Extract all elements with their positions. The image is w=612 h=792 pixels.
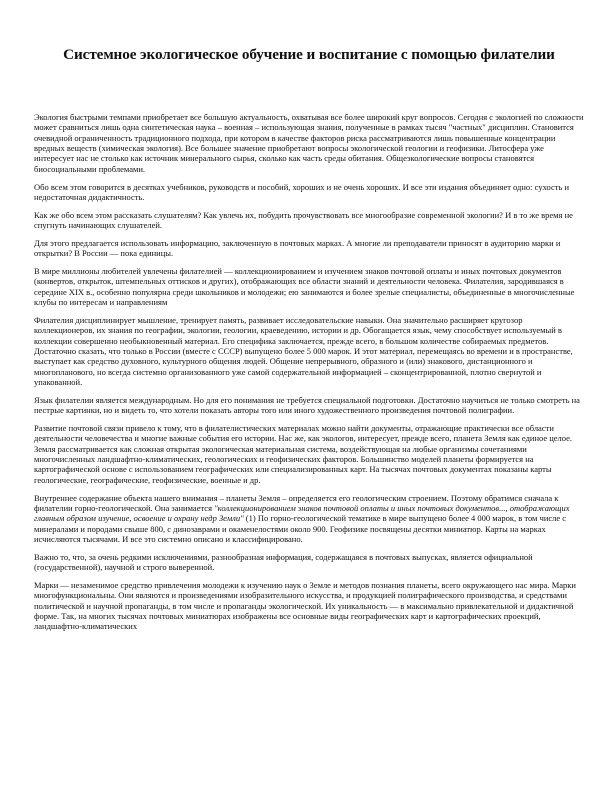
paragraph-10: Важно то, что, за очень редкими исключениями, разнообразная информация, содержащаяся в почтовых выпусках, является официальной (государственной), научной и строго выверенной. bbox=[34, 551, 533, 573]
paragraph-9-text-before: Внутреннее содержание объекта нашего внимания – планеты Земля – определяется его геологическим строением. Поэтому обратимся сначала к филателии горно-геологической. Она занимается bbox=[34, 492, 559, 513]
quotation: "коллекционированием знаков почтовой оплаты и иных почтовых документов..., отображающих главным образом изучение, освоение и охрану недр Земли" bbox=[34, 503, 570, 524]
paragraph-8: Развитие почтовой связи привело к тому, что в филателистических материалах можно найти документы, отражающие практически все области деятельности человечества и многие важные события его истории. Нас же, как экологов, интересует, прежде всего, планета Земля как единое целое. Земля рассматривается как сложная открытая экологическая материальная система, воздействующая на любые организмы сочетаниями многочисленных ландшафтно-климатических, геологических и геофизических факторов. Большинство моделей планеты формируется на картографической основе с использованием географических или специализированных карт. На тысячах почтовых документах показаны карты геологические, географические, геофизические, военные и др. bbox=[34, 423, 573, 485]
paragraph-9-text-after: (1) По горно-геологической тематике в мире выпущено более 4 000 марок, в том числе с минералами и породами свыше 800, с динозаврами и окаменелостями около 900. Геофизике посвящены десятки миниатюр. Карты на марках исчисляются тысячами. И все это системно описано и классифицировано. bbox=[34, 513, 567, 545]
paragraph-1: Экология быстрыми темпами приобретает все большую актуальность, охватывая все более широкий круг вопросов. Сегодня с экологией по сложности может сравниться лишь одна синтетическая наука – военная – использующая знания, полученные в рамках тысяч "частных" дисциплин. Становится очевидной ограниченность традиционного подхода, при котором в качестве факторов риска рассматриваются лишь повышенные концентрации вредных веществ (химическая экология). Все большее значение приобретают вопросы экологической геологии и геофизики. Литосфера уже интересует нас не столько как источник минерального сырья, сколько как часть среды обитания. Общеэкологические вопросы становятся биосоциальными проблемами. bbox=[34, 112, 584, 174]
paragraph-5: В мире миллионы любителей увлечены филателией — коллекционированием и изучением знаков почтовой оплаты и иных почтовых документов (конвертов, открыток, штемпельных оттисков и других), отображающих все области знаний и деятельности человека. Филателия, зародившаяся в середине XIX в., особенно популярна среди школьников и молодежи; ею занимаются и более зрелые специалисты, объединенные в многочисленные клубы по интересам и направлениям bbox=[34, 266, 575, 308]
paragraph-7: Язык филателии является международным. Но для его понимания не требуется специальной подготовки. Достаточно научиться не только смотреть на пестрые картинки, но и видеть то, что хотели показать авторы того или иного художественного произведения почтовой полиграфии. bbox=[34, 394, 580, 416]
document-body bbox=[34, 112, 584, 632]
paragraph-9 bbox=[34, 493, 584, 545]
paragraph-11: Марки — незаменимое средство привлечения молодежи к изучению наук о Земле и методов познания планеты, всего окружающего нас мира. Марки многофункциональны. Они являются и произведениями изобразительного искусства, и продукцией полиграфического производства, и средствами политической и научной пропаганды, в том числе и пропаганды экологической. Их уникальность — в максимально привлекательной и дидактичной форме. Так, на многих тысячах почтовых миниатюрах изображены все основные виды географических карт и картографических проекций, ландшафтно-климатических bbox=[34, 580, 576, 632]
paragraph-2: Обо всем этом говорится в десятках учебников, руководств и пособий, хороших и не очень хороших. И все эти издания объединяет одно: сухость и недостаточная дидактичность. bbox=[34, 181, 570, 202]
document-title: Системное экологическое обучение и воспитание с помощью филателии bbox=[63, 46, 555, 63]
paragraph-4: Для этого предлагается использовать информацию, заключенную в почтовых марках. А многие ли преподаватели приносят в аудиторию марки и открытки? В России — пока единицы. bbox=[34, 237, 561, 259]
paragraph-3: Как же обо всем этом рассказать слушателям? Как увлечь их, побудить прочувствовать все многообразие современной экологии? И в то же время не спугнуть начинающих слушателей. bbox=[34, 209, 573, 231]
paragraph-6: Филателия дисциплинирует мышление, тренирует память, развивает исследовательские навыки. Она значительно расширяет кругозор коллекционеров, их знания по географии, экологии, геологии, краеведению, истории и др. Обогащается язык, чему способствует используемый в коллекции совершенно необыкновенный материал. Его специфика заключается, прежде всего, в большом количестве собираемых предметов. Достаточно сказать, что только в России (вместе с СССР) выпущено более 5 000 марок. И этот материал, перемещаясь во времени и в пространстве, выступает как средство духовного, культурного общения людей. Общение непрерывного, образного и (или) знакового, дистанционного и многопланового, но всегда системно организованного уже самой содержательной информацией – сконцентрированной, плотно свернутой и упакованной. bbox=[34, 315, 573, 388]
